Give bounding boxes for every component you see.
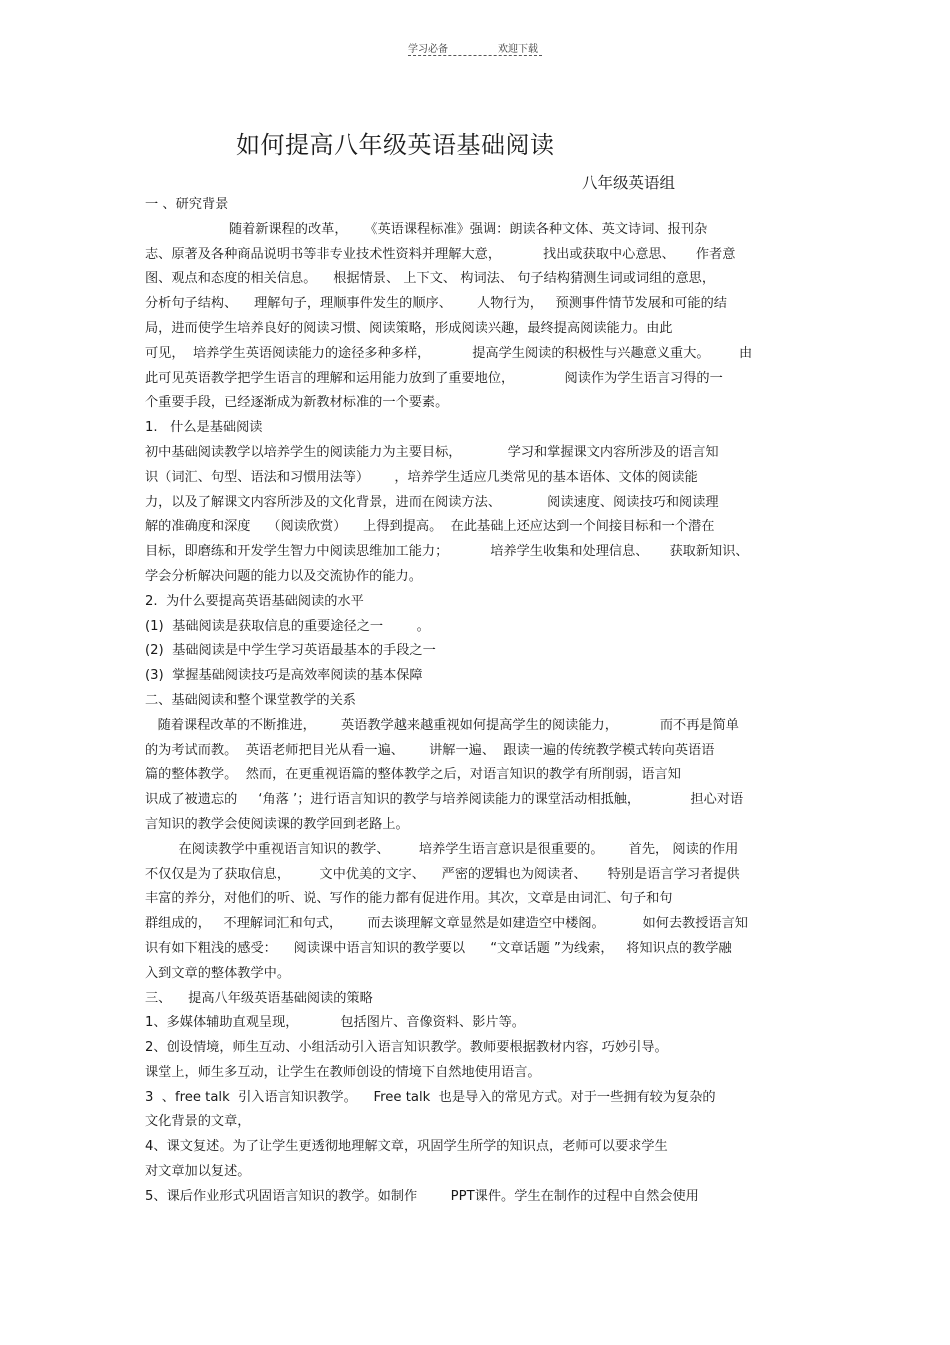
paragraph-line: 志、原著及各种商品说明书等非专业技术性资料并理解大意， 找出或获取中心意思、 作者意 [145, 246, 736, 262]
paragraph-line: 初中基础阅读教学以培养学生的阅读能力为主要目标， 学习和掌握课文内容所涉及的语言知 [145, 444, 719, 460]
paragraph-line: 不仅仅是为了获取信息， 文中优美的文字、 严密的逻辑也为阅读者、 特别是语言学习者提供 [145, 866, 740, 882]
paragraph-line: 丰富的养分，对他们的听、说、写作的能力都有促进作用。其次，文章是由词汇、句子和句 [145, 891, 673, 907]
list-item: (1) 基础阅读是获取信息的重要途径之一 。 [145, 618, 430, 634]
subheading-why-improve: 2. 为什么要提高英语基础阅读的水平 [145, 593, 364, 609]
paragraph-line: 识（词汇、句型、语法和习惯用法等） ，培养学生适应几类常见的基本语体、文体的阅读能 [145, 469, 698, 485]
paragraph-line: 分析句子结构、 理解句子，理顺事件发生的顺序、 人物行为， 预测事件情节发展和可能的结 [145, 296, 727, 312]
list-item: 3 、free talk 引入语言知识教学。 Free talk 也是导入的常见方式。对于一些拥有较为复杂的 [145, 1089, 716, 1105]
paragraph-line: 的为考试而教。 英语老师把目光从看一遍、 讲解一遍、 跟读一遍的传统教学模式转向英语语 [145, 742, 715, 758]
paragraph-line: 篇的整体教学。 然而，在更重视语篇的整体教学之后，对语言知识的教学有所削弱，语言知 [145, 767, 681, 783]
list-item: 5、课后作业形式巩固语言知识的教学。如制作 PPT课件。学生在制作的过程中自然会使用 [145, 1188, 699, 1204]
paragraph-line: 解的准确度和深度 （阅读欣赏） 上得到提高。 在此基础上还应达到一个间接目标和一个潜在 [145, 519, 715, 535]
paragraph-line: 群组成的， 不理解词汇和句式， 而去谈理解文章显然是如建造空中楼阁。 如何去教授语言知 [145, 916, 748, 932]
section-heading-background: 一 、研究背景 [145, 197, 229, 212]
paragraph-line: 力，以及了解课文内容所涉及的文化背景，进而在阅读方法、 阅读速度、阅读技巧和阅读理 [145, 494, 719, 510]
section-heading-relationship: 二、基础阅读和整个课堂教学的关系 [145, 692, 356, 708]
paragraph-line: 此可见英语教学把学生语言的理解和运用能力放到了重要地位， 阅读作为学生语言习得的一 [145, 370, 723, 386]
paragraph-line: 课堂上，师生多互动，让学生在教师创设的情境下自然地使用语言。 [145, 1064, 541, 1080]
subheading-what-is-basic-reading: 1. 什么是基础阅读 [145, 420, 263, 436]
paragraph-line: 在阅读教学中重视语言知识的教学、 培养学生语言意识是很重要的。 首先， 阅读的作用 [145, 841, 739, 857]
paragraph-line: 图、观点和态度的相关信息。 根据情景、 上下文、 构词法、 句子结构猜测生词或词组的意思， [145, 271, 716, 287]
document-author: 八年级英语组 [582, 174, 676, 192]
paragraph-line: 识成了被遗忘的 ‘角落 ’；进行语言知识的教学与培养阅读能力的课堂活动相抵触， 担心对语 [145, 792, 744, 808]
section-heading-strategies: 三、 提高八年级英语基础阅读的策略 [145, 990, 373, 1006]
paragraph-line: 目标，即磨练和开发学生智力中阅读思维加工能力； 培养学生收集和处理信息、 获取新知识、 [145, 544, 749, 560]
paragraph-line: 入到文章的整体教学中。 [145, 965, 291, 981]
paragraph-line: 随着课程改革的不断推进， 英语教学越来越重视如何提高学生的阅读能力， 而不再是简单 [145, 717, 739, 733]
header-left-text: 学习必备 [408, 44, 448, 55]
list-item: (2) 基础阅读是中学生学习英语最基本的手段之一 [145, 643, 436, 659]
page-header [408, 40, 542, 60]
header-dashed-rule [408, 55, 542, 56]
paragraph-line: 学会分析解决问题的能力以及交流协作的能力。 [145, 568, 422, 584]
paragraph-line: 识有如下粗浅的感受： 阅读课中语言知识的教学要以 “文章话题 ”为线索， 将知识点的教学融 [145, 940, 732, 956]
document-title: 如何提高八年级英语基础阅读 [236, 131, 555, 159]
list-item: 2、创设情境，师生互动、小组活动引入语言知识教学。教师要根据教材内容，巧妙引导。 [145, 1040, 668, 1056]
paragraph-line: 对文章加以复述。 [145, 1164, 251, 1180]
paragraph-line: 局，进而使学生培养良好的阅读习惯、阅读策略，形成阅读兴趣，最终提高阅读能力。由此 [145, 320, 673, 336]
paragraph-line: 可见， 培养学生英语阅读能力的途径多种多样， 提高学生阅读的积极性与兴趣意义重大。 由 [145, 345, 753, 361]
paragraph-line: 文化背景的文章， [145, 1114, 251, 1130]
paragraph-line: 言知识的教学会使阅读课的教学回到老路上。 [145, 816, 409, 832]
header-right-text: 欢迎下载 [498, 44, 538, 55]
paragraph-line: 个重要手段，已经逐渐成为新教材标准的一个要素。 [145, 395, 449, 411]
paragraph-line: 随着新课程的改革， 《英语课程标准》强调：朗读各种文体、英文诗词、报刊杂 [145, 221, 708, 237]
list-item: 4、课文复述。为了让学生更透彻地理解文章，巩固学生所学的知识点，老师可以要求学生 [145, 1139, 668, 1155]
document-body [145, 193, 807, 1210]
list-item: (3) 掌握基础阅读技巧是高效率阅读的基本保障 [145, 668, 423, 684]
list-item: 1、多媒体辅助直观呈现， 包括图片、音像资料、影片等。 [145, 1015, 525, 1031]
